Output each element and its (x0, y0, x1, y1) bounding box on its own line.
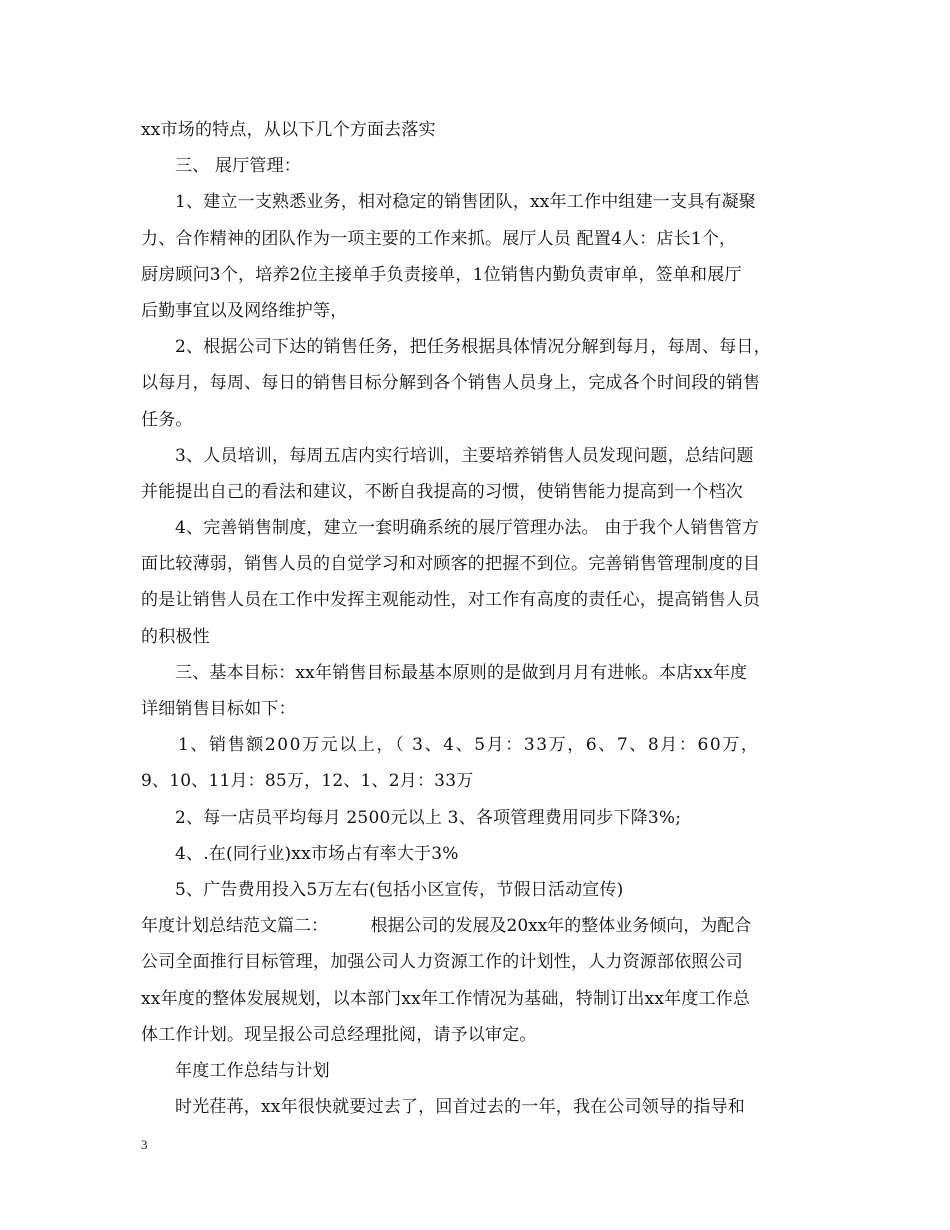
text-line: 的积极性 (141, 626, 210, 647)
text-line: 后勤事宜以及网络维护等， (141, 300, 348, 321)
text-line: 4、完善销售制度，建立一套明确系统的展厅管理办法。 由于我个人销售管方 (175, 518, 760, 539)
text-line: 详细销售目标如下： (141, 699, 296, 719)
text-line: 1、销售额200万元以上，（ 3、4、5月：33万，6、7、8月：60万， (178, 735, 760, 756)
text-line: 并能提出自己的看法和建议，不断自我提高的习惯，使销售能力提高到一个档次 (141, 481, 743, 502)
text-line: 公司全面推行目标管理，加强公司人力资源工作的计划性，人力资源部依照公司 (141, 952, 743, 973)
text-line: 2、每一店员平均每月 2500元以上 3、各项管理费用同步下降3%; (175, 807, 682, 828)
section-heading: 三、 展厅管理： (175, 156, 302, 177)
text-line: 面比较薄弱，销售人员的自觉学习和对顾客的把握不到位。完善销售管理制度的目 (141, 554, 761, 575)
text-line: 9、10、11月：85万，12、1、2月：33万 (141, 771, 474, 792)
text-line: 任务。 (141, 409, 193, 430)
text-line: xx市场的特点，从以下几个方面去落实 (141, 120, 436, 140)
text-line: 厨房顾问3个，培养2位主接单手负责接单，1位销售内勤负责审单，签单和展厅 (141, 264, 742, 285)
text-line: 3、人员培训，每周五店内实行培训，主要培养销售人员发现问题，总结问题 (175, 445, 754, 466)
text-line: 2、根据公司下达的销售任务，把任务根据具体情况分解到每月，每周、每日， (175, 337, 771, 358)
text-line: 的是让销售人员在工作中发挥主观能动性，对工作有高度的责任心，提高销售人员 (141, 590, 761, 611)
section-heading: 三、基本目标：xx年销售目标最基本原则的是做到月月有进帐。本店xx年度 (175, 662, 748, 683)
section-heading: 年度工作总结与计划 (175, 1060, 330, 1081)
text-line: 体工作计划。现呈报公司总经理批阅，请予以审定。 (141, 1024, 537, 1045)
text-line: 力、合作精神的团队作为一项主要的工作来抓。展厅人员 配置4人：店长1个， (141, 228, 737, 249)
section-heading: 年度计划总结范文篇二： 根据公司的发展及20xx年的整体业务倾向，为配合 (141, 916, 752, 937)
page-number: 3 (141, 1137, 148, 1152)
text-line: 时光荏苒，xx年很快就要过去了，回首过去的一年，我在公司领导的指导和 (175, 1097, 745, 1118)
text-line: 4、.在(同行业)xx市场占有率大于3% (175, 843, 459, 864)
text-line: 以每月，每周、每日的销售目标分解到各个销售人员身上，完成各个时间段的销售 (141, 373, 761, 394)
text-line: xx年度的整体发展规划，以本部门xx年工作情况为基础，特制订出xx年度工作总 (141, 988, 751, 1009)
document-body (141, 112, 831, 1125)
text-line: 5、广告费用投入5万左右(包括小区宣传，节假日活动宣传) (175, 879, 624, 900)
text-line: 1、建立一支熟悉业务，相对稳定的销售团队，xx年工作中组建一支具有凝聚 (175, 192, 756, 213)
